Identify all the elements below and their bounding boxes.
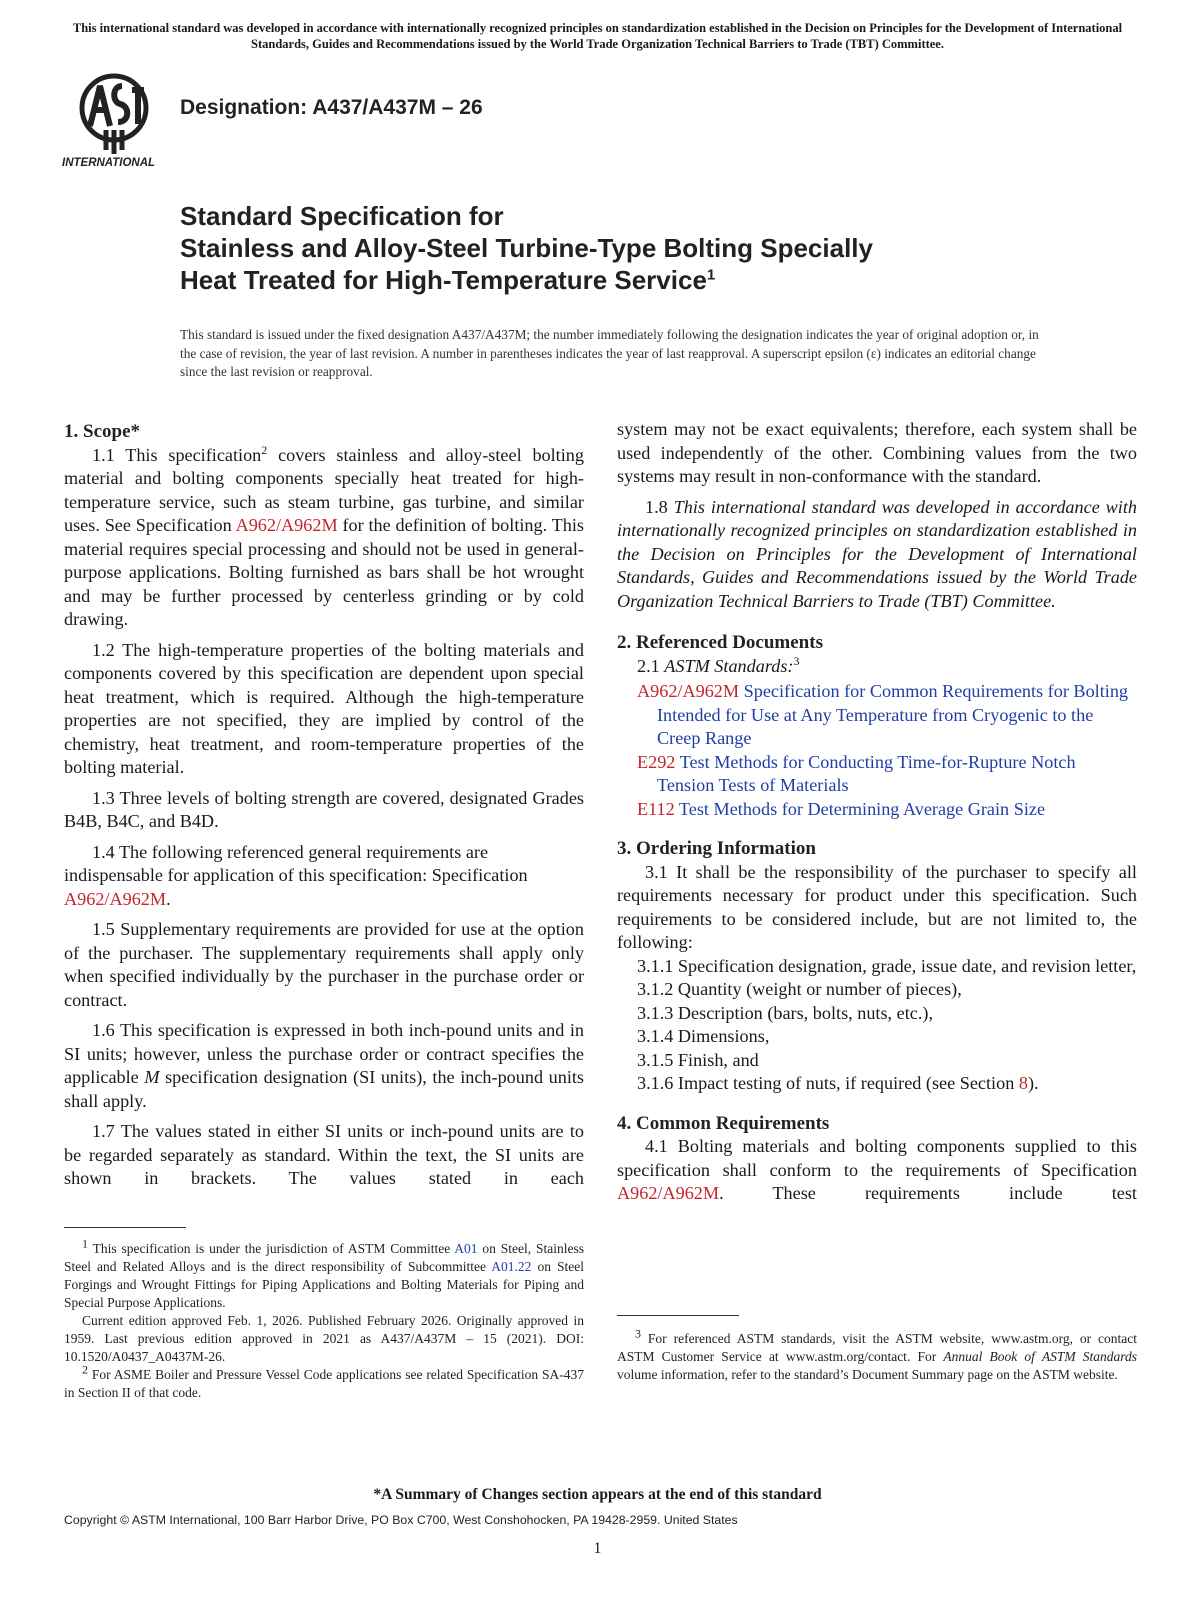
link-a01[interactable]: A01 <box>454 1241 478 1256</box>
para-3-1: 3.1 It shall be the responsibility of the purchaser to specify all requirements necessary for product under this specification. Such requirements to be considered include, but are not limited to, the following: <box>617 861 1137 952</box>
para-1-3: 1.3 Three levels of bolting strength are covered, designated Grades B4B, B4C, and B4D. <box>64 787 584 831</box>
logo-text: INTERNATIONAL <box>62 157 156 168</box>
link-a962[interactable]: A962/A962M <box>617 1183 720 1203</box>
designation: Designation: A437/A437M – 26 <box>180 96 483 119</box>
para-3-1-1: 3.1.1 Specification designation, grade, issue date, and revision letter, <box>637 955 1137 976</box>
summary-of-changes-note: *A Summary of Changes section appears at the end of this standard <box>373 1486 822 1503</box>
left-column <box>64 420 584 1198</box>
copyright: Copyright © ASTM International, 100 Barr Harbor Drive, PO Box C700, West Conshohocken, PA 19428-2959. United States <box>64 1513 738 1527</box>
footnote-2: $^2$ For ASME Boiler and Pressure Vessel Code applications see related Specification SA-437 in Section II of that code. <box>64 1362 584 1400</box>
title-line-1: Standard Specification for <box>180 201 504 231</box>
para-1-4: 1.4 The following referenced general requirements are indispensable for application of this specification: Specification A962/A962M. <box>64 841 528 909</box>
para-3-1-2: 3.1.2 Quantity (weight or number of pieces), <box>637 979 962 999</box>
link-a01-22[interactable]: A01.22 <box>491 1259 532 1274</box>
ref-e112[interactable]: E112 Test Methods for Determining Average Grain Size <box>637 798 1046 819</box>
para-1-6: 1.6 This specification is expressed in both inch-pound units and in SI units; however, unless the purchase order or contract specifies the applicable M specification designation (SI units), the inch-pound units shall apply. <box>64 1020 585 1111</box>
ref-a962[interactable]: A962/A962M Specification for Common Requirements for Bolting Intended for Use at Any Temperature from Cryogenic to the Creep Range <box>637 681 1129 748</box>
section-4-heading: 4. Common Requirements <box>617 1112 830 1134</box>
document-title <box>180 200 1080 296</box>
para-1-2: 1.2 The high-temperature properties of the bolting materials and components covered by this specification are dependent upon special heat treatment, which is required. Although the high-temperature properties are not specified, they are implied by control of the chemistry, heat treatment, and room-temperature properties of the bolting material. <box>64 639 584 777</box>
para-2-1: 2.1 ASTM Standards:$^3$ <box>637 653 800 676</box>
para-1-8: 1.8 This international standard was developed in accordance with internationally recognized principles on standardization established in the Decision on Principles for the Development of International Standards, Guides and Recommendations issued by the World Trade Organization Technical Barriers to Trade (TBT) Committee. <box>617 496 1138 611</box>
section-3-heading: 3. Ordering Information <box>617 838 816 859</box>
para-1-1: 1.1 This specification$^2$ covers stainless and alloy-steel bolting material and bolting components specially heat treated for high-temperature service, such as steam turbine, gas turbine, and similar uses. See Specification A962/A962M for the definition of bolting. This material requires special processing and should not be used in general-purpose applications. Bolting furnished as bars shall be hot wrought and may be further processed by centerless grinding or by cold drawing. <box>64 442 584 629</box>
para-3-1-3: 3.1.3 Description (bars, bolts, nuts, etc.), <box>637 1002 933 1023</box>
title-line-2: Stainless and Alloy-Steel Turbine-Type Bolting Specially <box>180 233 873 263</box>
para-3-1-5: 3.1.5 Finish, and <box>637 1049 759 1070</box>
footnote-1: $^1$ This specification is under the jurisdiction of ASTM Committee A01 on Steel, Stainless Steel and Related Alloys and is the direct responsibility of Subcommittee A01.22 on Steel Forgings and Wrought Fittings for Piping Applications and Bolting Materials for Piping and Special Purpose Applications. <box>64 1236 584 1310</box>
issued-note: This standard is issued under the fixed designation A437/A437M; the number immediately following the designation indicates the year of original adoption or, in the case of revision, the year of last revision. A number in parentheses indicates the year of last reapproval. A superscript epsilon (ε) indicates an editorial change since the last revision or reapproval. <box>180 327 1039 380</box>
section-2-heading: 2. Referenced Documents <box>617 632 823 653</box>
footnotes-left <box>64 1236 584 1402</box>
section-1-heading: 1. Scope* <box>64 421 140 442</box>
title-footnote-mark: 1 <box>706 266 716 284</box>
footnote-rule <box>64 1227 186 1228</box>
footnote-3: $^3$ For referenced ASTM standards, visit the ASTM website, www.astm.org, or contact ASTM Customer Service at www.astm.org/contact. For Annual Book of ASTM Standards volume information, refer to the standard’s Document Summary page on the ASTM website. <box>617 1326 1137 1382</box>
footnote-rule <box>617 1315 739 1316</box>
ref-e292[interactable]: E292 Test Methods for Conducting Time-for-Rupture Notch Tension Tests of Materials <box>637 751 1076 795</box>
astm-logo <box>60 68 168 168</box>
tbt-header-note: This international standard was developed in accordance with internationally recognized principles on standardization established in the Decision on Principles for the Development of International Standards, Guides and Recommendations issued by the World Trade Organization Technical Barriers to Trade (TBT) Committee. <box>72 21 1123 51</box>
footnotes-right <box>617 1326 1137 1384</box>
link-a962[interactable]: A962/A962M <box>235 515 338 535</box>
link-a962[interactable]: A962/A962M <box>64 888 167 909</box>
para-3-1-6: 3.1.6 Impact testing of nuts, if required (see Section 8). <box>637 1073 1039 1093</box>
page-number: 1 <box>593 1540 602 1557</box>
para-1-5: 1.5 Supplementary requirements are provided for use at the option of the purchaser. The supplementary requirements shall apply only when specified individually by the purchaser in the purchase order or contract. <box>64 919 584 1010</box>
edition-note: Current edition approved Feb. 1, 2026. Published February 2026. Originally approved in 1959. Last previous edition approved in 2021 as A437/A437M – 15 (2021). DOI: 10.1520/A0437_A0437M-26. <box>64 1313 584 1364</box>
right-column <box>617 418 1137 1213</box>
para-4-1: 4.1 Bolting materials and bolting components supplied to this specification shall conform to the requirements of Specification A962/A962M. These requirements include test <box>617 1136 1137 1203</box>
link-section-8[interactable]: 8 <box>1018 1073 1028 1093</box>
para-1-7: 1.7 The values stated in either SI units or inch-pound units are to be regarded separately as standard. Within the text, the SI units are shown in brackets. The values stated in each <box>64 1121 584 1188</box>
para-3-1-4: 3.1.4 Dimensions, <box>637 1026 770 1046</box>
title-line-3: Heat Treated for High-Temperature Service$^1$ <box>180 265 716 295</box>
para-1-7-continued: system may not be exact equivalents; therefore, each system shall be used independently of the other. Combining values from the two systems may result in non-conformance with the standard. <box>617 419 1137 486</box>
